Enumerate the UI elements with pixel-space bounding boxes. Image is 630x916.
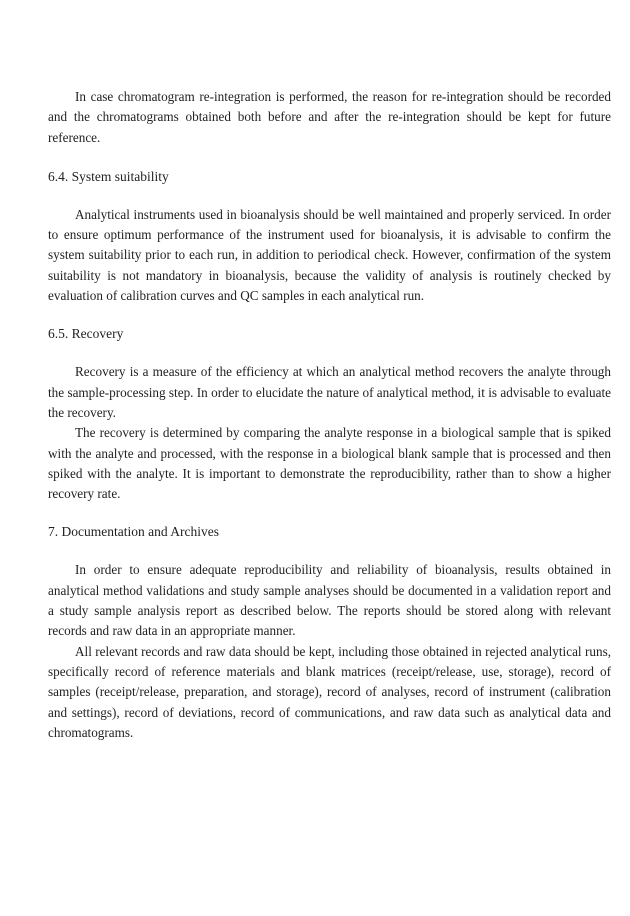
section-heading-recovery: 6.5. Recovery xyxy=(48,326,124,342)
paragraph-recovery-definition: Recovery is a measure of the efficiency at which an analytical method recovers the analyte through the sample-processing step. In order to elucidate the nature of analytical method, it is advisable to evaluate the recovery. xyxy=(48,364,611,420)
section-heading-system-suitability: 6.4. System suitability xyxy=(48,168,169,184)
section-heading-documentation: 7. Documentation and Archives xyxy=(48,524,219,540)
paragraph-documentation-reports: In order to ensure adequate reproducibility and reliability of bioanalysis, results obtained in analytical method validations and study sample analyses should be documented in a validation report and a study sample analysis report as described below. The reports should be stored along with relevant records and raw data in an appropriate manner. xyxy=(48,562,611,639)
paragraph-system-suitability: Analytical instruments used in bioanalysis should be well maintained and properly serviced. In order to ensure optimum performance of the instrument used for bioanalysis, it is advisable to confirm the system suitability prior to each run, in addition to periodical check. However, confirmation of the system suitability is not mandatory in bioanalysis, because the validity of analysis is routinely checked by evaluation of calibration curves and QC samples in each analytical run. xyxy=(48,206,611,304)
paragraph-documentation-records: All relevant records and raw data should be kept, including those obtained in rejected analytical runs, specifically record of reference materials and blank matrices (receipt/release, use, storage), record of samples (receipt/release, preparation, and storage), record of analyses, record of instrument (calibration and settings), record of deviations, record of communications, and raw data such as analytical data and chromatograms. xyxy=(48,643,611,740)
paragraph-recovery-determination: The recovery is determined by comparing the analyte response in a biological sample that is spiked with the analyte and processed, with the response in a biological blank sample that is processed and then spiked with the analyte. It is important to demonstrate the reproducibility, rather than to show a higher recovery rate. xyxy=(48,425,611,502)
paragraph-reintegration: In case chromatogram re-integration is performed, the reason for re-integration should be recorded and the chromatograms obtained both before and after the re-integration should be kept for future reference. xyxy=(48,89,611,145)
